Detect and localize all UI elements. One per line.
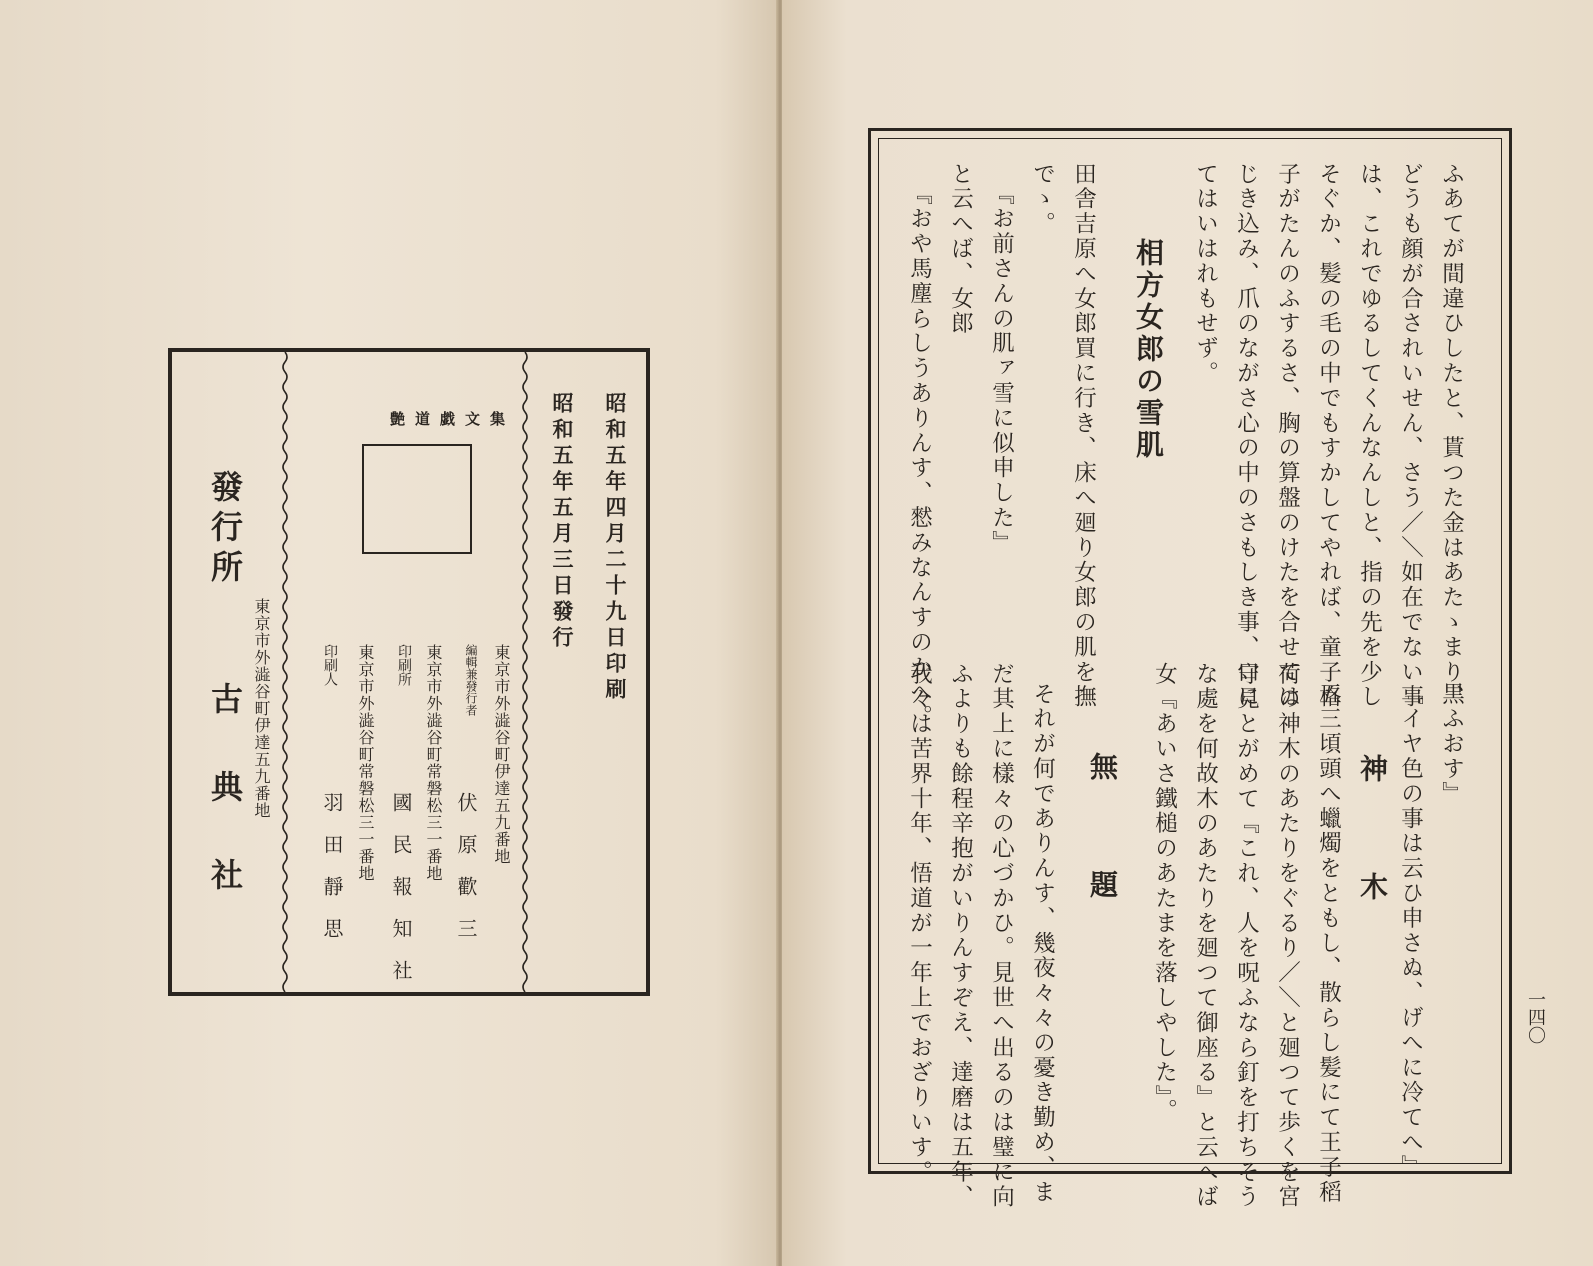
publisher-name: 古典社 [206,682,244,946]
publisher-label: 發行所 [206,470,244,590]
text-column: 『お前さんの肌ァ雪に似申した』 [988,182,1015,556]
seal-stamp-box [362,444,472,554]
text-column: それが何でありんす、幾夜々々の憂き勤め、ま [1029,682,1056,1205]
text-column: だ其上に樣々の心づかひ。見世へ出るのは璧に向 [988,662,1015,1210]
section-heading-mudai: 無題 [1086,752,1119,988]
text-column: 女『あいさ鐵槌のあたまを落しやした』。 [1151,662,1178,1124]
print-date: 昭和五年四月二十九日印刷 [603,392,628,704]
text-column: どうも顔が合されいせん、さう／＼如在でない事 [1397,162,1424,710]
text-column: ふよりも餘程辛抱がいりんすぞえ、達磨は五年、 [947,662,974,1210]
text-column: 田舎吉原へ女郎買に行き、床へ廻り女郎の肌を撫 [1070,162,1097,710]
text-column: と云へば、女郎 [947,162,974,337]
printshop-role: 印刷所 [396,644,412,686]
text-column: 黒ふおす』 [1438,682,1465,807]
section-heading-aikata: 相方女郎の雪肌 [1132,238,1165,462]
colophon-box [168,348,650,1002]
text-column: 子がたんのふするさ、胸の算盤のけたを合せては [1274,162,1301,710]
text-column: 我々は苦界十年、悟道が一年上でおざりいす。 [906,662,933,1185]
editor-name: 伏原歡三 [454,792,478,960]
editor-address: 東京市外澁谷町伊達五九番地 [492,644,511,865]
wavy-divider-left [280,352,290,992]
text-column: そぐか、髪の毛の中でもすかしてやれば、童子格 [1315,162,1342,710]
text-column: でゝ。 [1029,162,1056,237]
text-column: てはいはれもせず。 [1192,162,1219,387]
series-title: 艶道戯文集 [390,410,516,428]
issue-date: 昭和五年五月三日發行 [550,392,575,652]
wavy-divider-right [520,352,530,992]
text-column: 『イヤ色の事は云ひ申さぬ、げへに冷てへ』 [1397,682,1424,1180]
printshop-name: 國民報知社 [389,792,413,1002]
text-column: 『おや馬塵らしうありんす、憖みなんすのかへ。 [906,182,933,730]
text-column: は、これでゆるしてくんなんしと、指の先を少し [1356,162,1383,710]
editor-role: 編輯兼發行者 [464,644,478,716]
page-number: 一四〇 [1525,990,1546,1044]
text-column: じき込み、爪のながさ心の中のさもしき事、口に [1233,162,1260,710]
printer-role: 印刷人 [322,644,338,686]
printer-address: 東京市外澁谷町常磐松三一番地 [356,644,375,882]
text-column: ふあてが間違ひしたと、貰つた金はあたゝまり、 [1438,162,1465,710]
publisher-address: 東京市外澁谷町伊達五九番地 [252,598,271,819]
text-column: 五三頃頭へ蠟燭をともし、散らし髪にて王子稻 [1315,682,1342,1205]
printshop-address: 東京市外澁谷町常磐松三一番地 [424,644,443,882]
text-column: 荷の神木のあたりをぐるり／＼と廻つて歩くを宮 [1274,662,1301,1210]
section-heading-shinboku: 神木 [1356,754,1389,990]
printer-name: 羽田靜思 [320,792,344,960]
text-column: な處を何故木のあたりを廻つて御座る』と云へば [1192,662,1219,1210]
text-column: 守見とがめて『これ、人を呪ふなら釘を打ちそう [1233,662,1260,1210]
